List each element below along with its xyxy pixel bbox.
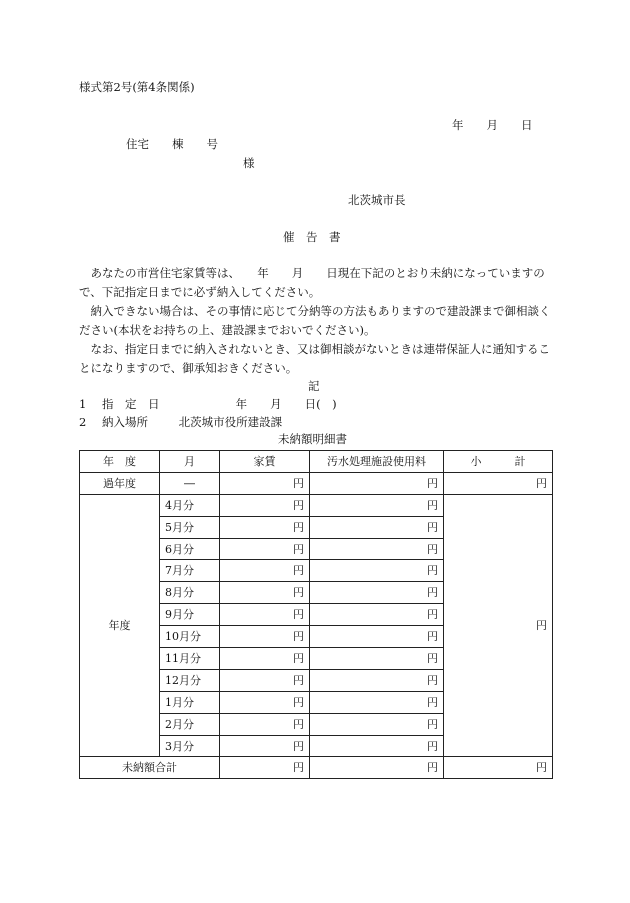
month-cell: 6月分	[160, 538, 220, 560]
past-year-subtotal: 円	[444, 472, 553, 494]
sewage-cell: 円	[310, 669, 444, 691]
sewage-cell: 円	[310, 626, 444, 648]
header-rent: 家賃	[220, 451, 310, 473]
rent-cell: 円	[220, 494, 310, 516]
month-cell: 9月分	[160, 604, 220, 626]
month-cell: 11月分	[160, 648, 220, 670]
item-number: 1	[79, 397, 87, 411]
past-year-sewage: 円	[310, 472, 444, 494]
body-paragraph-1: あなたの市営住宅家賃等は、 年 月 日現在下記のとおり未納になっていますので、下記指定日までに必ず納入してください。	[79, 266, 545, 299]
item-number: 2	[79, 415, 87, 429]
sewage-cell: 円	[310, 604, 444, 626]
rent-cell: 円	[220, 626, 310, 648]
total-row	[80, 757, 553, 779]
sewage-cell: 円	[310, 713, 444, 735]
header-month: 月	[160, 451, 220, 473]
sewage-cell: 円	[310, 735, 444, 757]
month-cell: 10月分	[160, 626, 220, 648]
month-row	[80, 494, 553, 516]
sewage-cell: 円	[310, 494, 444, 516]
header-subtotal: 小 計	[444, 451, 553, 473]
total-subtotal: 円	[444, 757, 553, 779]
rent-cell: 円	[220, 735, 310, 757]
header-sewage-fee: 汚水処理施設使用料	[310, 451, 444, 473]
year-label: 年度	[80, 494, 160, 757]
item-2	[79, 417, 282, 429]
addressee-honorific: 様	[243, 156, 255, 170]
table-caption: 未納額明細書	[278, 432, 347, 446]
sender: 北茨城市長	[348, 193, 406, 207]
document-title: 催 告 書	[283, 230, 341, 244]
sewage-cell: 円	[310, 516, 444, 538]
rent-cell: 円	[220, 582, 310, 604]
total-sewage: 円	[310, 757, 444, 779]
rent-cell: 円	[220, 691, 310, 713]
sewage-cell: 円	[310, 560, 444, 582]
date-line: 年 月 日	[452, 118, 533, 132]
item-value: 年 月 日( )	[235, 397, 337, 411]
item-label: 指 定 日	[101, 397, 160, 411]
year-subtotal: 円	[444, 494, 553, 757]
arrears-detail-table	[79, 450, 553, 779]
form-id: 様式第2号(第4条関係)	[79, 80, 195, 94]
past-year-month: ―	[160, 472, 220, 494]
sewage-cell: 円	[310, 648, 444, 670]
month-cell: 7月分	[160, 560, 220, 582]
month-cell: 5月分	[160, 516, 220, 538]
past-year-label: 過年度	[80, 472, 160, 494]
total-label: 未納額合計	[80, 757, 220, 779]
rent-cell: 円	[220, 516, 310, 538]
rent-cell: 円	[220, 560, 310, 582]
sewage-cell: 円	[310, 691, 444, 713]
past-year-rent: 円	[220, 472, 310, 494]
past-year-row	[80, 472, 553, 494]
addressee-house: 住宅 棟 号	[126, 137, 218, 151]
rent-cell: 円	[220, 669, 310, 691]
item-value: 北茨城市役所建設課	[178, 415, 283, 429]
sewage-cell: 円	[310, 582, 444, 604]
rent-cell: 円	[220, 713, 310, 735]
total-rent: 円	[220, 757, 310, 779]
month-cell: 12月分	[160, 669, 220, 691]
sewage-cell: 円	[310, 538, 444, 560]
month-cell: 1月分	[160, 691, 220, 713]
month-cell: 4月分	[160, 494, 220, 516]
item-label: 納入場所	[101, 415, 148, 429]
rent-cell: 円	[220, 648, 310, 670]
item-1	[79, 399, 337, 411]
body-paragraph-2: 納入できない場合は、その事情に応じて分納等の方法もありますので建設課まで御相談ください(本状をお持ちの上、建設課までおいでください)。	[79, 304, 551, 337]
month-cell: 8月分	[160, 582, 220, 604]
header-year: 年 度	[80, 451, 160, 473]
table-header-row	[80, 451, 553, 473]
month-cell: 2月分	[160, 713, 220, 735]
rent-cell: 円	[220, 538, 310, 560]
ki-mark: 記	[308, 379, 320, 393]
body-paragraph-3: なお、指定日までに納入されないとき、又は御相談がないときは連帯保証人に通知することになりますので、御承知おきください。	[79, 342, 551, 375]
month-cell: 3月分	[160, 735, 220, 757]
rent-cell: 円	[220, 604, 310, 626]
